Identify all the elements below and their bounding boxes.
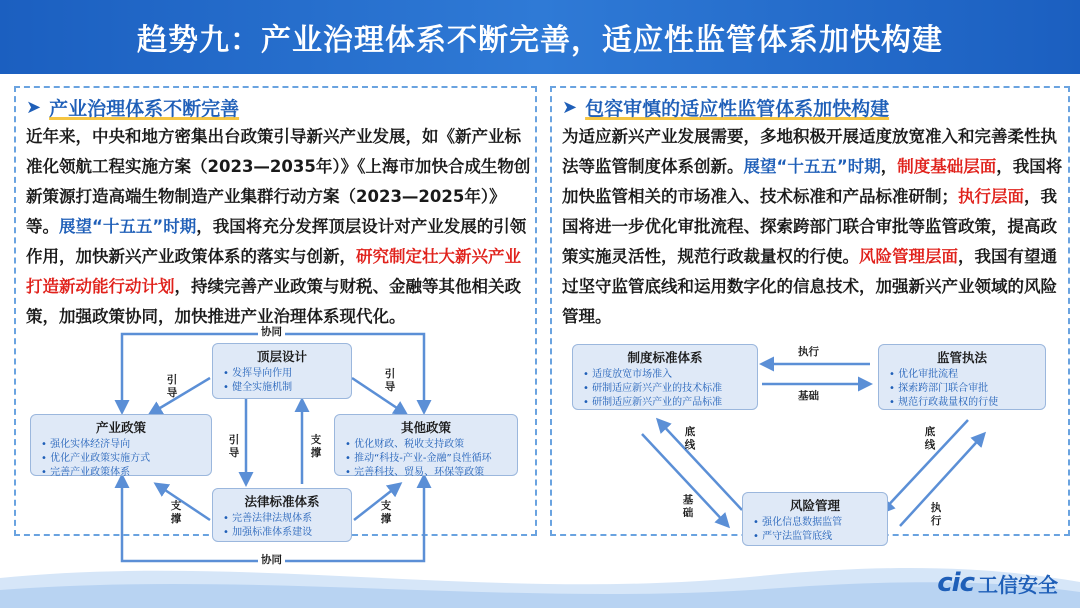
right-text-2: ， xyxy=(880,157,898,176)
right-panel-heading: 包容审慎的适应性监管体系加快构建 xyxy=(585,98,890,120)
label-support-mid: 支 撑 xyxy=(310,434,322,459)
logo-name: 工信安全 xyxy=(978,572,1058,597)
footer-wave xyxy=(0,548,1080,608)
label-basis-left: 基 础 xyxy=(682,494,694,519)
right-text-highlight-red-3: 风险管理层面 xyxy=(859,247,958,266)
box-title: 法律标准体系 xyxy=(244,494,320,509)
label-bottomline-right: 底 线 xyxy=(924,426,936,451)
label-support-left: 支 撑 xyxy=(170,500,182,525)
list-item: • 完善产业政策体系 xyxy=(41,466,211,480)
box-list xyxy=(31,438,211,480)
chevron-right-icon: ➤ xyxy=(26,97,42,118)
right-text-3: ，我国将加快监管相关的市场准入、技术标准和产品标准研制； xyxy=(562,157,1063,206)
box-law-standard xyxy=(212,488,352,542)
right-panel-header xyxy=(562,94,889,121)
right-text-highlight-red-1: 制度基础层面 xyxy=(897,157,997,176)
label-bottomline-left: 底 线 xyxy=(684,426,696,451)
left-text-2: ，我国将充分发挥顶层设计对产业发展的引领作用，加快新兴产业政策体系的落实与创新， xyxy=(26,217,527,266)
box-risk-management xyxy=(742,492,888,546)
list-item: • 健全实施机制 xyxy=(223,381,351,395)
box-top-design xyxy=(212,343,352,399)
page-title: 趋势九：产业治理体系不断完善，适应性监管体系加快构建 xyxy=(137,23,943,58)
right-text-4: ，我国将进一步优化审批流程、探索跨部门联合审批等监管政策，提高政策实施灵活性，规范行政裁量权的行使。 xyxy=(562,187,1057,266)
left-text-3: ，持续完善产业政策与财税、金融等其他相关政策，加强政策协同，加快推进产业治理体系现代化。 xyxy=(26,277,521,326)
list-item: • 加强标准体系建设 xyxy=(223,526,351,540)
box-list xyxy=(213,512,351,540)
left-panel-header xyxy=(26,94,239,121)
right-text-5: ，我国有望通过坚守监管底线和运用数字化的信息技术，加强新兴产业领域的风险管理。 xyxy=(562,247,1057,326)
box-list xyxy=(213,367,351,395)
logo-mark: cic xyxy=(937,568,974,598)
box-title: 顶层设计 xyxy=(256,349,307,364)
list-item: • 探索跨部门联合审批 xyxy=(889,382,1045,396)
left-panel-heading: 产业治理体系不断完善 xyxy=(49,98,240,120)
box-title: 产业政策 xyxy=(95,420,146,435)
list-item: • 研制适应新兴产业的产品标准 xyxy=(583,396,757,410)
label-exec: 执行 xyxy=(798,346,819,358)
box-list xyxy=(743,516,887,544)
box-list xyxy=(335,438,517,480)
box-title: 其他政策 xyxy=(400,420,451,435)
right-text-1: 为适应新兴产业发展需要，多地积极开展适度放宽准入和完善柔性执法等监管制度体系创新。 xyxy=(562,127,1057,176)
label-guide-right: 引 导 xyxy=(384,368,396,393)
list-item: • 规范行政裁量权的行使 xyxy=(889,396,1045,410)
list-item: • 严守法监管底线 xyxy=(753,530,887,544)
title-bar xyxy=(0,0,1080,74)
label-guide-left: 引 导 xyxy=(166,374,178,399)
box-title: 风险管理 xyxy=(789,498,840,513)
label-exec-right: 执 行 xyxy=(930,502,942,527)
list-item: • 完善法律法规体系 xyxy=(223,512,351,526)
list-item: • 完善科技、贸易、环保等政策 xyxy=(345,466,517,480)
label-coord-bottom: 协同 xyxy=(258,554,285,567)
list-item: • 发挥导向作用 xyxy=(223,367,351,381)
box-list xyxy=(879,368,1045,410)
left-paragraph xyxy=(26,122,534,332)
left-text-highlight-red: 研究制定壮大新兴产业打造新动能行动计划 xyxy=(26,247,521,296)
list-item: • 优化产业政策实施方式 xyxy=(41,452,211,466)
box-system-standard xyxy=(572,344,758,410)
list-item: • 适度放宽市场准入 xyxy=(583,368,757,382)
list-item: • 推动“科技-产业-金融”良性循环 xyxy=(345,452,517,466)
cic-logo xyxy=(937,568,1058,598)
list-item: • 优化审批流程 xyxy=(889,368,1045,382)
chevron-right-icon: ➤ xyxy=(562,97,578,118)
box-title: 制度标准体系 xyxy=(627,350,703,365)
list-item: • 强化实体经济导向 xyxy=(41,438,211,452)
box-industry-policy xyxy=(30,414,212,476)
box-list xyxy=(573,368,757,410)
right-text-highlight-blue: 展望“十五五”时期 xyxy=(743,157,881,176)
label-base: 基础 xyxy=(798,390,819,402)
left-text-highlight-blue: 展望“十五五”时期 xyxy=(59,217,197,236)
box-enforcement xyxy=(878,344,1046,410)
label-support-right: 支 撑 xyxy=(380,500,392,525)
right-text-highlight-red-2: 执行层面 xyxy=(958,187,1024,206)
box-title: 监管执法 xyxy=(936,350,987,365)
left-text-1: 近年来，中央和地方密集出台政策引导新兴产业发展，如《新产业标准化领航工程实施方案（2023—2035年）》《上海市加快合成生物创新策源打造高端生物制造产业集群行动方案（2023—2025年）》等。 xyxy=(26,127,531,236)
label-guide-mid: 引 导 xyxy=(228,434,240,459)
right-paragraph xyxy=(562,122,1067,332)
box-other-policy xyxy=(334,414,518,476)
right-panel xyxy=(550,86,1070,536)
list-item: • 强化信息数据监管 xyxy=(753,516,887,530)
label-coord-top: 协同 xyxy=(258,326,285,339)
list-item: • 优化财政、税收支持政策 xyxy=(345,438,517,452)
list-item: • 研制适应新兴产业的技术标准 xyxy=(583,382,757,396)
